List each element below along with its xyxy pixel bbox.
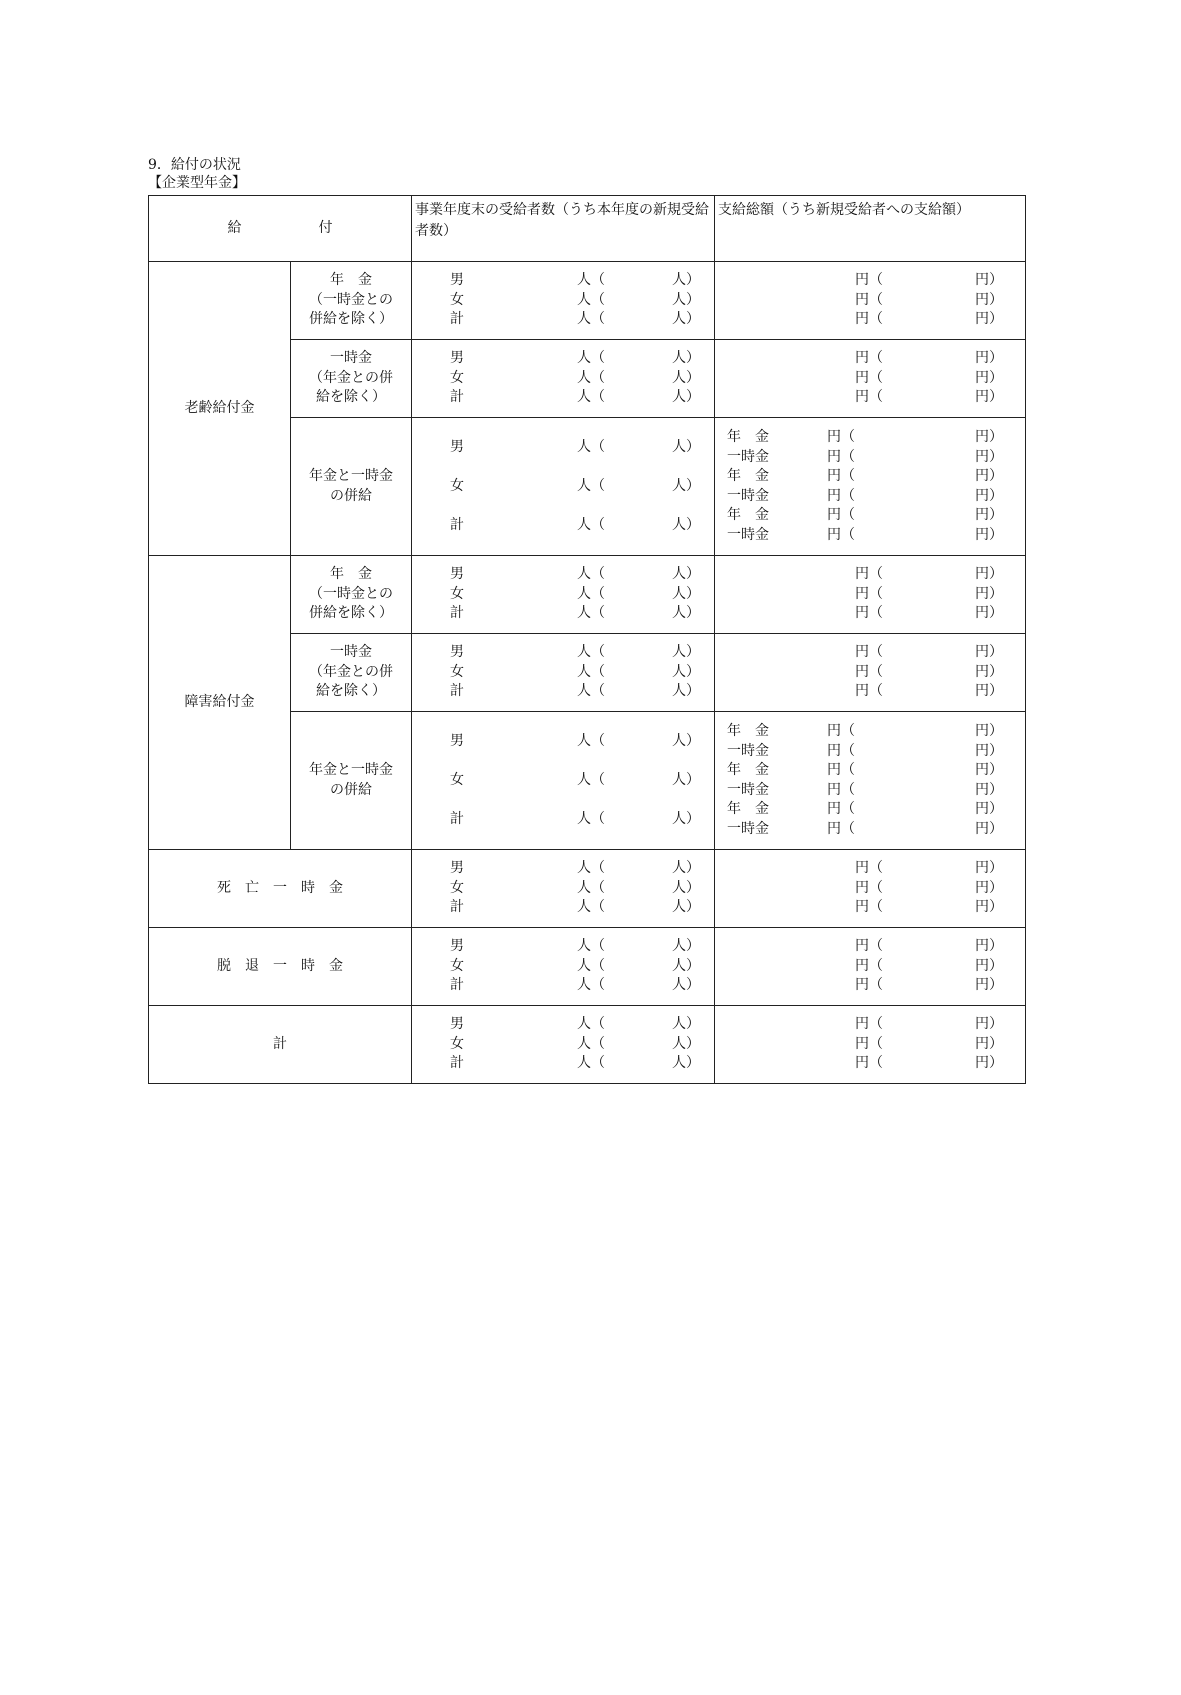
yen-open: 円（: [827, 742, 855, 759]
count-line: [450, 565, 700, 585]
person-open: 人（: [577, 585, 605, 602]
recipient-count-cell: [412, 928, 715, 1006]
yen-open: 円（: [855, 663, 883, 680]
yen-close: 円）: [975, 272, 1003, 289]
payment-amount-cell: [715, 634, 1026, 712]
yen-close: 円）: [975, 762, 1003, 778]
amount-line: [727, 643, 1003, 663]
count-line: [450, 388, 700, 408]
person-open: 人（: [577, 350, 605, 367]
table-row: [149, 850, 1026, 928]
person-close: 人）: [672, 977, 700, 994]
count-line: [450, 291, 700, 311]
yen-open: 円（: [827, 448, 855, 465]
amount-line: [727, 1035, 1003, 1055]
person-open: 人（: [577, 605, 605, 622]
yen-close: 円）: [975, 526, 1003, 543]
gender-label: 男: [450, 350, 464, 367]
yen-close: 円）: [975, 644, 1003, 661]
person-close: 人）: [672, 585, 700, 602]
benefit-subtype: 一時金 （年金との併 給を除く）: [291, 634, 412, 712]
yen-close: 円）: [975, 801, 1003, 817]
payment-amount-cell: [715, 262, 1026, 340]
yen-open: 円（: [855, 644, 883, 661]
amount-line: [727, 761, 1003, 781]
benefit-subtype: 年金と一時金 の併給: [291, 712, 412, 850]
section-subtitle: 【企業型年金】: [148, 175, 246, 191]
amount-line: [727, 487, 1003, 507]
count-line: [450, 1054, 700, 1074]
gender-label: 女: [450, 291, 464, 308]
yen-close: 円）: [975, 507, 1003, 523]
yen-close: 円）: [975, 369, 1003, 386]
table-row: [149, 1006, 1026, 1084]
count-line: [450, 859, 700, 879]
count-line: [450, 349, 700, 369]
yen-open: 円（: [855, 938, 883, 955]
person-open: 人（: [577, 1055, 605, 1072]
section-title: 9．給付の状況: [148, 157, 241, 173]
gender-label: 女: [450, 771, 464, 788]
yen-close: 円）: [975, 1035, 1003, 1052]
person-open: 人（: [577, 1035, 605, 1052]
gender-label: 計: [450, 899, 464, 916]
amount-line: [727, 682, 1003, 702]
recipient-count-cell: [412, 262, 715, 340]
payment-amount-cell: [715, 1006, 1026, 1084]
benefit-category: 計: [149, 1006, 412, 1084]
amount-line: [727, 310, 1003, 330]
yen-open: 円（: [855, 585, 883, 602]
gender-label: 計: [450, 977, 464, 994]
yen-close: 円）: [975, 879, 1003, 896]
benefit-header-right: 付: [318, 219, 333, 236]
yen-close: 円）: [975, 605, 1003, 622]
benefit-subtype: 年 金 （一時金との 併給を除く）: [291, 262, 412, 340]
count-line: [450, 722, 700, 761]
yen-open: 円（: [827, 781, 855, 798]
amount-line: [727, 820, 1003, 840]
recipient-count-cell: [412, 556, 715, 634]
gender-label: 男: [450, 732, 464, 749]
gender-label: 計: [450, 683, 464, 700]
yen-close: 円）: [975, 938, 1003, 955]
yen-close: 円）: [975, 389, 1003, 406]
yen-close: 円）: [975, 899, 1003, 916]
yen-open: 円（: [827, 507, 855, 523]
table-row: [149, 928, 1026, 1006]
yen-close: 円）: [975, 350, 1003, 367]
yen-open: 円（: [855, 566, 883, 583]
yen-open: 円（: [827, 723, 855, 739]
count-line: [450, 1035, 700, 1055]
benefit-status-table: [148, 195, 1026, 1084]
gender-label: 男: [450, 1016, 464, 1033]
gender-label: 男: [450, 644, 464, 661]
amount-line: [727, 428, 1003, 448]
person-close: 人）: [672, 879, 700, 896]
person-close: 人）: [672, 771, 700, 788]
yen-close: 円）: [975, 566, 1003, 583]
person-close: 人）: [672, 350, 700, 367]
amount-line: [727, 722, 1003, 742]
yen-close: 円）: [975, 723, 1003, 739]
count-line: [450, 957, 700, 977]
person-close: 人）: [672, 810, 700, 827]
gender-label: 女: [450, 957, 464, 974]
yen-close: 円）: [975, 468, 1003, 484]
yen-open: 円（: [855, 899, 883, 916]
payment-amount-cell: [715, 556, 1026, 634]
payment-type-label: 一時金: [727, 820, 769, 837]
amount-line: [727, 565, 1003, 585]
person-open: 人（: [577, 683, 605, 700]
person-close: 人）: [672, 605, 700, 622]
payment-type-label: 年 金: [727, 762, 769, 778]
amount-line: [727, 526, 1003, 546]
yen-open: 円（: [855, 369, 883, 386]
payment-amount-cell: [715, 850, 1026, 928]
person-open: 人（: [577, 389, 605, 406]
yen-open: 円（: [827, 801, 855, 817]
count-line: [450, 1015, 700, 1035]
payment-type-label: 年 金: [727, 468, 769, 484]
amount-header: 支給総額（うち新規受給者への支給額）: [715, 196, 1026, 262]
amount-line: [727, 604, 1003, 624]
yen-open: 円（: [827, 762, 855, 778]
person-open: 人（: [577, 771, 605, 788]
person-close: 人）: [672, 477, 700, 494]
amount-line: [727, 1015, 1003, 1035]
payment-amount-cell: [715, 418, 1026, 556]
recipient-count-cell: [412, 712, 715, 850]
yen-open: 円（: [827, 468, 855, 484]
yen-open: 円（: [855, 291, 883, 308]
amount-line: [727, 781, 1003, 801]
yen-open: 円（: [827, 429, 855, 445]
yen-open: 円（: [855, 389, 883, 406]
gender-label: 女: [450, 585, 464, 602]
person-open: 人（: [577, 810, 605, 827]
person-open: 人（: [577, 860, 605, 877]
amount-line: [727, 388, 1003, 408]
person-open: 人（: [577, 899, 605, 916]
payment-type-label: 一時金: [727, 742, 769, 759]
yen-open: 円（: [855, 350, 883, 367]
payment-type-label: 年 金: [727, 723, 769, 739]
amount-line: [727, 467, 1003, 487]
gender-label: 計: [450, 516, 464, 533]
amount-line: [727, 859, 1003, 879]
benefit-subtype: 年 金 （一時金との 併給を除く）: [291, 556, 412, 634]
person-close: 人）: [672, 1035, 700, 1052]
amount-line: [727, 663, 1003, 683]
yen-open: 円（: [855, 683, 883, 700]
person-open: 人（: [577, 1016, 605, 1033]
gender-label: 計: [450, 605, 464, 622]
yen-close: 円）: [975, 429, 1003, 445]
person-open: 人（: [577, 938, 605, 955]
gender-label: 女: [450, 477, 464, 494]
gender-label: 女: [450, 663, 464, 680]
gender-label: 計: [450, 389, 464, 406]
amount-line: [727, 271, 1003, 291]
recipient-count-cell: [412, 850, 715, 928]
yen-close: 円）: [975, 1055, 1003, 1072]
person-open: 人（: [577, 732, 605, 749]
gender-label: 女: [450, 369, 464, 386]
table-row: [149, 262, 1026, 340]
yen-open: 円（: [827, 526, 855, 543]
benefit-category: 障害給付金: [149, 556, 291, 850]
amount-line: [727, 742, 1003, 762]
payment-type-label: 一時金: [727, 487, 769, 504]
yen-close: 円）: [975, 820, 1003, 837]
count-line: [450, 506, 700, 545]
count-line: [450, 879, 700, 899]
count-line: [450, 467, 700, 506]
person-close: 人）: [672, 516, 700, 533]
recipient-count-cell: [412, 634, 715, 712]
benefit-header: [149, 196, 412, 262]
gender-label: 男: [450, 860, 464, 877]
count-header: 事業年度末の受給者数（うち本年度の新規受給者数）: [412, 196, 715, 262]
yen-close: 円）: [975, 291, 1003, 308]
yen-close: 円）: [975, 663, 1003, 680]
yen-open: 円（: [827, 820, 855, 837]
yen-open: 円（: [827, 487, 855, 504]
benefit-category: 脱 退 一 時 金: [149, 928, 412, 1006]
amount-line: [727, 585, 1003, 605]
person-open: 人（: [577, 957, 605, 974]
amount-line: [727, 898, 1003, 918]
person-open: 人（: [577, 291, 605, 308]
person-close: 人）: [672, 860, 700, 877]
count-line: [450, 369, 700, 389]
person-open: 人（: [577, 477, 605, 494]
person-open: 人（: [577, 438, 605, 455]
person-open: 人（: [577, 644, 605, 661]
payment-type-label: 年 金: [727, 801, 769, 817]
person-close: 人）: [672, 957, 700, 974]
yen-close: 円）: [975, 487, 1003, 504]
header-row: [149, 196, 1026, 262]
person-open: 人（: [577, 272, 605, 289]
count-line: [450, 585, 700, 605]
recipient-count-cell: [412, 418, 715, 556]
person-open: 人（: [577, 516, 605, 533]
benefit-subtype: 一時金 （年金との併 給を除く）: [291, 340, 412, 418]
recipient-count-cell: [412, 340, 715, 418]
count-line: [450, 604, 700, 624]
yen-close: 円）: [975, 1016, 1003, 1033]
gender-label: 男: [450, 272, 464, 289]
person-close: 人）: [672, 1055, 700, 1072]
yen-open: 円（: [855, 860, 883, 877]
person-close: 人）: [672, 732, 700, 749]
yen-open: 円（: [855, 272, 883, 289]
person-open: 人（: [577, 369, 605, 386]
yen-close: 円）: [975, 683, 1003, 700]
amount-line: [727, 937, 1003, 957]
person-open: 人（: [577, 879, 605, 896]
amount-line: [727, 879, 1003, 899]
yen-open: 円（: [855, 605, 883, 622]
person-close: 人）: [672, 683, 700, 700]
count-line: [450, 428, 700, 467]
amount-line: [727, 369, 1003, 389]
benefit-subtype: 年金と一時金 の併給: [291, 418, 412, 556]
yen-close: 円）: [975, 742, 1003, 759]
person-close: 人）: [672, 272, 700, 289]
person-open: 人（: [577, 663, 605, 680]
gender-label: 男: [450, 938, 464, 955]
person-close: 人）: [672, 566, 700, 583]
count-line: [450, 682, 700, 702]
yen-close: 円）: [975, 957, 1003, 974]
count-line: [450, 310, 700, 330]
yen-close: 円）: [975, 311, 1003, 328]
yen-open: 円（: [855, 1035, 883, 1052]
payment-type-label: 一時金: [727, 526, 769, 543]
yen-open: 円（: [855, 879, 883, 896]
amount-line: [727, 291, 1003, 311]
amount-line: [727, 976, 1003, 996]
count-line: [450, 271, 700, 291]
yen-open: 円（: [855, 1055, 883, 1072]
person-close: 人）: [672, 938, 700, 955]
payment-amount-cell: [715, 340, 1026, 418]
yen-close: 円）: [975, 977, 1003, 994]
person-close: 人）: [672, 291, 700, 308]
payment-type-label: 年 金: [727, 507, 769, 523]
yen-close: 円）: [975, 448, 1003, 465]
gender-label: 女: [450, 1035, 464, 1052]
person-close: 人）: [672, 644, 700, 661]
person-close: 人）: [672, 438, 700, 455]
count-line: [450, 643, 700, 663]
person-close: 人）: [672, 663, 700, 680]
count-line: [450, 937, 700, 957]
payment-amount-cell: [715, 928, 1026, 1006]
yen-open: 円（: [855, 977, 883, 994]
count-line: [450, 800, 700, 839]
benefit-category: 死 亡 一 時 金: [149, 850, 412, 928]
gender-label: 計: [450, 810, 464, 827]
payment-amount-cell: [715, 712, 1026, 850]
yen-open: 円（: [855, 957, 883, 974]
gender-label: 計: [450, 311, 464, 328]
gender-label: 男: [450, 438, 464, 455]
yen-close: 円）: [975, 860, 1003, 877]
gender-label: 男: [450, 566, 464, 583]
person-close: 人）: [672, 1016, 700, 1033]
gender-label: 計: [450, 1055, 464, 1072]
person-open: 人（: [577, 566, 605, 583]
yen-close: 円）: [975, 585, 1003, 602]
yen-open: 円（: [855, 1016, 883, 1033]
table-row: [149, 556, 1026, 634]
person-close: 人）: [672, 369, 700, 386]
person-close: 人）: [672, 311, 700, 328]
amount-line: [727, 1054, 1003, 1074]
gender-label: 女: [450, 879, 464, 896]
amount-line: [727, 349, 1003, 369]
amount-line: [727, 800, 1003, 820]
person-open: 人（: [577, 311, 605, 328]
person-close: 人）: [672, 899, 700, 916]
amount-line: [727, 957, 1003, 977]
payment-type-label: 一時金: [727, 448, 769, 465]
payment-type-label: 年 金: [727, 429, 769, 445]
amount-line: [727, 506, 1003, 526]
recipient-count-cell: [412, 1006, 715, 1084]
person-open: 人（: [577, 977, 605, 994]
count-line: [450, 976, 700, 996]
count-line: [450, 898, 700, 918]
count-line: [450, 761, 700, 800]
person-close: 人）: [672, 389, 700, 406]
benefit-header-left: 給: [227, 219, 242, 236]
count-line: [450, 663, 700, 683]
benefit-category: 老齢給付金: [149, 262, 291, 556]
yen-close: 円）: [975, 781, 1003, 798]
amount-line: [727, 448, 1003, 468]
yen-open: 円（: [855, 311, 883, 328]
payment-type-label: 一時金: [727, 781, 769, 798]
